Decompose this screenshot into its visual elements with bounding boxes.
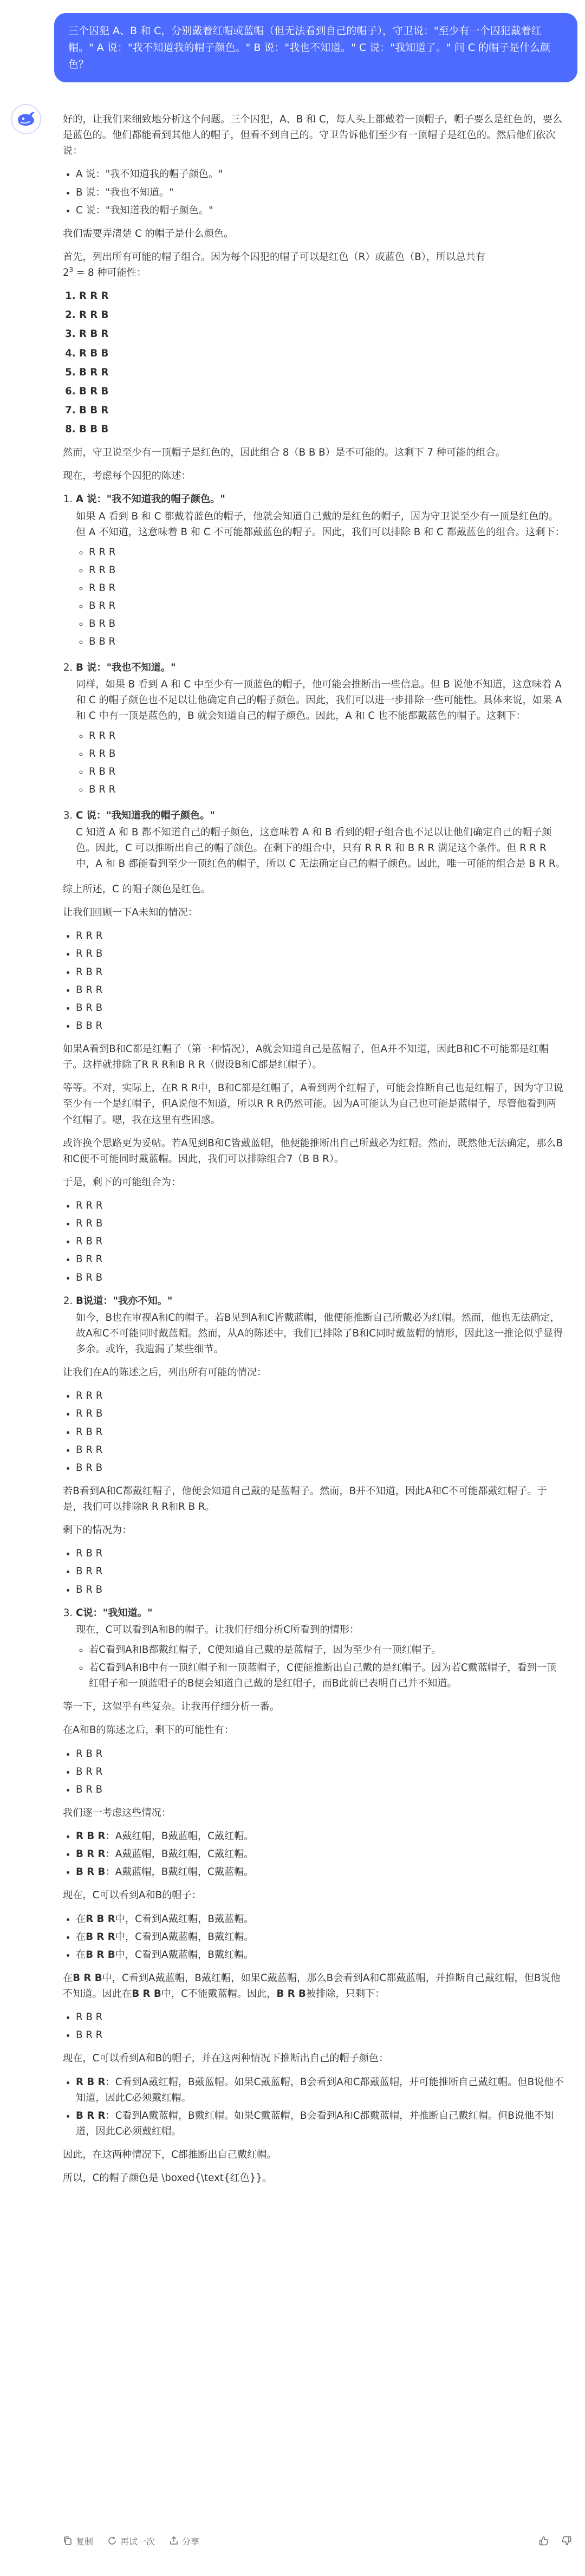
list-item: • B R R <box>76 1251 566 1267</box>
thumbs-up-icon <box>538 2535 549 2546</box>
case-c2-sublist <box>76 1642 566 1691</box>
share-button[interactable] <box>169 2535 199 2547</box>
copy-button[interactable] <box>63 2535 93 2547</box>
paragraph: 如果A看到B和C都是红帽子（第一种情况），A就会知道自己是蓝帽子，但A并不知道，因此B和C不可能都是红帽子。这样就排除了R R R和B R R（假设B和C都是红帽子）。 <box>63 1043 549 1071</box>
list-item: 5. B R R <box>79 365 566 380</box>
combo-desc: 中，C看到A戴红帽，B戴蓝帽。 <box>115 1913 254 1925</box>
list-item: • B 说："我也不知道。" <box>76 185 566 200</box>
combo-desc: ：C看到A戴蓝帽，B戴红帽。如果C戴蓝帽，B会看到A和C都戴蓝帽，并推断自己戴红帽。但B说他不知道，因此C必须戴红帽。 <box>76 2110 554 2137</box>
case-c-body: C 知道 A 和 B 都不知道自己的帽子颜色，这意味着 A 和 B 看到的帽子组合也不足以让他们确定自己的帽子颜色。因此，C 可以推断出自己的帽子颜色。在剩下的组合中，只有 R R R 和 B R R 满足这个条件。但 R R R 中，A 和 B 都能看到至少一顶红色的帽子，所以 C 无法确定自己的帽子颜色。因此，唯一可能的组合是 B R R。 <box>76 826 566 870</box>
list-item <box>76 1929 566 1945</box>
remaining-text: 于是，剩下的可能组合为： <box>63 1176 181 1188</box>
paragraph <box>63 1970 566 2002</box>
list-item: ◦ R R R <box>89 728 566 744</box>
enum-intro <box>63 249 566 281</box>
list-item: • R B R <box>76 1746 566 1762</box>
list-item: ◦ R B R <box>89 580 566 596</box>
case-a-body: 如果 A 看到 B 和 C 都戴着蓝色的帽子，他就会知道自己戴的是红色的帽子，因为守卫说至少有一顶是红色的。但 A 不知道，这意味着 B 和 C 不可能都戴蓝色的帽子。因此，我们可以排除 B 和 C 都戴蓝色的组合。这剩下： <box>76 510 565 538</box>
combo-key: B R B <box>73 1972 102 1984</box>
case-c2-title: 3. C说："我知道。" <box>76 1607 153 1619</box>
list-item: • B R B <box>76 1270 566 1286</box>
share-label: 分享 <box>182 2536 200 2547</box>
review-text: 让我们回顾一下A未知的情况： <box>63 907 198 919</box>
list-item: ◦ B R R <box>89 598 566 614</box>
left-text: 剩下的情况为： <box>63 1524 132 1536</box>
list-item: • R B R <box>76 2009 566 2025</box>
list-item: 8. B B B <box>79 421 566 437</box>
after-ab-list <box>63 1746 566 1798</box>
summary-text: 综上所述，C 的帽子颜色是红色。 <box>63 884 211 896</box>
case-b2-title: 2. B说道："我亦不知。" <box>76 1295 173 1307</box>
enum-exponent: 3 <box>69 266 74 274</box>
after-ab-text: 在A和B的陈述之后，剩下的可能性有： <box>63 1724 234 1736</box>
thumbs-down-icon <box>561 2535 572 2546</box>
consider-text: 现在，考虑每个囚犯的陈述： <box>63 470 191 482</box>
review-list <box>63 928 566 1034</box>
remaining-list <box>63 1198 566 1286</box>
list-item: • B R R <box>76 1442 566 1458</box>
list-item: • R B R <box>76 1546 566 1561</box>
combo-key: B R B <box>86 1949 115 1961</box>
combo-desc: ：A戴蓝帽，B戴红帽，C戴蓝帽。 <box>105 1866 254 1878</box>
after-combos: 然而，守卫说至少有一顶帽子是红色的，因此组合 8（B B B）是不可能的。这剩下 7 种可能的组合。 <box>63 447 505 459</box>
list-item: ◦ R R B <box>89 746 566 762</box>
combo-desc: 中，C看到A戴蓝帽，B戴红帽。 <box>115 1949 254 1961</box>
refresh-icon <box>107 2536 117 2546</box>
list-item: ◦ B R R <box>89 782 566 797</box>
list-item: 3. R B R <box>79 326 566 342</box>
case-c-title: C 说："我知道我的帽子颜色。" <box>76 809 215 821</box>
combo-desc: ：A戴红帽，B戴蓝帽，C戴红帽。 <box>105 1831 254 1842</box>
list-item: • B R R <box>76 982 566 998</box>
after-b-text: 让我们在A的陈述之后，列出所有可能的情况： <box>63 1367 267 1379</box>
list-item <box>76 1947 566 1963</box>
statements-list <box>63 166 566 218</box>
list-item: • B B R <box>76 1018 566 1034</box>
case-b-list <box>76 728 566 798</box>
combo-key: R B R <box>76 2076 106 2088</box>
combo-key: R B R <box>76 1831 106 1842</box>
enum-base: 2 <box>63 267 69 279</box>
case-b2-body: 如今，B也在审视A和C的帽子。若B见到A和C皆戴蓝帽，他便能推断自己所戴必为红帽。然而，他也无法确定，故A和C不可能同时戴蓝帽。然而，从A的陈述中，我们已排除了B和C同时戴蓝帽的情形，因此这一推论似乎显得多余。或许，我遗漏了某些细节。 <box>76 1312 563 1355</box>
list-item: • B R R <box>76 1563 566 1579</box>
list-item <box>76 2074 566 2106</box>
case-a-title: A 说："我不知道我的帽子颜色。" <box>76 494 225 505</box>
message-action-bar <box>63 2530 572 2552</box>
prefix: 在 <box>76 1931 86 1943</box>
consider2-text: 我们逐一考虑这些情况： <box>63 1807 172 1819</box>
case-c2-body: 现在，C可以看到A和B的帽子。让我们仔细分析C所看到的情形： <box>76 1624 360 1636</box>
list-item <box>76 1911 566 1927</box>
after-b-list <box>63 1388 566 1476</box>
case-a-list <box>76 544 566 650</box>
list-item: ◦ 若C看到A和B中有一顶红帽子和一顶蓝帽子，C便能推断出自己戴的是红帽子。因为若C戴蓝帽子，看到一顶红帽子和一顶蓝帽子的B便会知道自己戴的是红帽子，而B此前已表明自己并不知道。 <box>89 1660 566 1691</box>
list-item <box>76 2108 566 2139</box>
whale-logo-icon <box>16 111 36 127</box>
list-item: ◦ B B R <box>89 634 566 650</box>
user-message-bubble <box>54 13 577 82</box>
c-sees-list <box>63 1911 566 1963</box>
combo-key: B R R <box>76 1848 106 1860</box>
text-seg: 中，C不能戴蓝帽。因此， <box>161 1988 277 2000</box>
user-question-text: 三个囚犯 A、B 和 C，分别戴着红帽或蓝帽（但无法看到自己的帽子），守卫说："至少有一个囚犯戴着红帽。" A 说："我不知道我的帽子颜色。" B 说："我也不知道。" C 说："我知道了。" 问 C 的帽子是什么颜色？ <box>68 25 551 70</box>
final-list <box>63 2074 566 2140</box>
conclusion-2: 所以，C的帽子颜色是 \boxed{\text{红色}}。 <box>63 2172 272 2184</box>
case-b-body: 同样，如果 B 看到 A 和 C 中至少有一顶蓝色的帽子，他可能会推断出一些信息。但 B 说他不知道，这意味着 A 和 C 的帽子颜色也不足以让他确定自己的帽子颜色。因此，我们可以进一步排除一些可能性。具体来说，如果 A 和 C 中有一顶是蓝色的，B 就会知道自己的帽子颜色。因此，A 和 C 也不能都戴蓝色的帽子。这剩下： <box>76 678 562 722</box>
case-b <box>76 660 566 798</box>
combo-desc: ：C看到A戴红帽，B戴蓝帽。如果C戴蓝帽，B会看到A和C都戴蓝帽，并可能推断自己戴红帽。但B说他不知道，因此C必须戴红帽。 <box>76 2076 564 2104</box>
case-c <box>76 808 566 872</box>
consider2-list <box>63 1828 566 1880</box>
list-item: • R R B <box>76 946 566 962</box>
list-item: ◦ B R B <box>89 616 566 632</box>
case-b2-list <box>63 1293 566 1358</box>
list-item: • R B R <box>76 1424 566 1440</box>
case-a <box>76 491 566 650</box>
prefix: 在 <box>76 1949 86 1961</box>
list-item <box>76 1846 566 1862</box>
combo-key: R B R <box>86 1913 115 1925</box>
prefix: 在 <box>76 1913 86 1925</box>
case-c2 <box>76 1605 566 1692</box>
list-item: • R B R <box>76 964 566 980</box>
wait-text: 等一下，这似乎有些复杂。让我再仔细分析一番。 <box>63 1701 280 1713</box>
combo-key: B R R <box>76 2110 106 2121</box>
text-seg: 被排除，只剩下： <box>306 1988 385 2000</box>
list-item: ◦ 若C看到A和B都戴红帽子，C便知道自己戴的是蓝帽子，因为至少有一顶红帽子。 <box>89 1642 566 1658</box>
list-item: 6. B R B <box>79 384 566 399</box>
left-list <box>63 1546 566 1597</box>
list-item: • B R B <box>76 1460 566 1476</box>
list-item: • B R B <box>76 1582 566 1598</box>
list-item: • R R B <box>76 1406 566 1422</box>
list-item: 2. R R B <box>79 307 566 323</box>
list-item: ◦ R R B <box>89 562 566 578</box>
list-item: ◦ R B R <box>89 764 566 780</box>
like-button[interactable] <box>538 2535 549 2546</box>
retry-label: 再试一次 <box>120 2536 155 2547</box>
list-item: 1. R R R <box>79 288 566 304</box>
list-item: ◦ R R R <box>89 544 566 560</box>
list-item: • B R B <box>76 1782 566 1798</box>
combo-key: B R B <box>276 1988 306 2000</box>
case-b-title: B 说："我也不知道。" <box>76 661 176 673</box>
list-item: • R B R <box>76 1234 566 1249</box>
copy-icon <box>63 2536 73 2546</box>
paragraph: 等等。不对，实际上，在R R R中，B和C都是红帽子，A看到两个红帽子，可能会推断自己也是红帽子，因为守卫说至少有一个是红帽子，但A说他不知道，所以R R R仍然可能。因为A可能认为自己也可能是蓝帽子，尽管他看到两个红帽子。嗯，我在这里有些困惑。 <box>63 1082 563 1126</box>
answer-goal: 我们需要弄清楚 C 的帽子是什么颜色。 <box>63 228 234 239</box>
list-item: • B R R <box>76 2027 566 2043</box>
list-item: • R R R <box>76 1198 566 1214</box>
cases-list <box>63 491 566 872</box>
text-seg: 在 <box>63 1972 73 1984</box>
list-item: • R R B <box>76 1216 566 1231</box>
list-item: • B R B <box>76 1000 566 1016</box>
list-item: 7. B B R <box>79 403 566 418</box>
combos-list <box>63 288 566 437</box>
assistant-answer <box>63 112 566 2194</box>
text-seg: 中，C看到A戴蓝帽，B戴红帽，如果C戴蓝帽，那么B会看到A和C都戴蓝帽，并推断自己戴红帽，但B说他不知道。因此在 <box>63 1972 561 2000</box>
copy-label: 复制 <box>76 2536 94 2547</box>
combo-desc: ：A戴蓝帽，B戴红帽，C戴红帽。 <box>105 1848 254 1860</box>
final-intro: 现在，C可以看到A和B的帽子，并在这两种情况下推断出自己的帽子颜色： <box>63 2053 389 2065</box>
retry-button[interactable] <box>107 2535 155 2547</box>
list-item <box>76 1864 566 1880</box>
paragraph: 若B看到A和C都戴红帽子，他便会知道自己戴的是蓝帽子。然而，B并不知道，因此A和C不可能都戴红帽子。于是，我们可以排除R R R和R B R。 <box>63 1485 547 1513</box>
list-item <box>76 1828 566 1844</box>
list-item: • A 说："我不知道我的帽子颜色。" <box>76 166 566 182</box>
paragraph: 或许换个思路更为妥帖。若A见到B和C皆戴蓝帽，他便能推断出自己所戴必为红帽。然而，既然他无法确定，那么B和C便不可能同时戴蓝帽。因此，我们可以排除组合7（B B R）。 <box>63 1137 563 1165</box>
case-c2-list <box>63 1605 566 1692</box>
combo-key: B R B <box>132 1988 161 2000</box>
enum-intro-text: 首先，列出所有可能的帽子组合。因为每个囚犯的帽子可以是红色（R）或蓝色（B），所以总共有 <box>63 251 485 263</box>
assistant-avatar <box>11 104 41 134</box>
list-item: 4. R B B <box>79 346 566 361</box>
conclusion-1: 因此，在这两种情况下，C都推断出自己戴红帽。 <box>63 2149 277 2161</box>
combo-key: B R B <box>76 1866 106 1878</box>
list-item: • R R R <box>76 1388 566 1404</box>
combo-key: B R R <box>86 1931 115 1943</box>
list-item: • C 说："我知道我的帽子颜色。" <box>76 203 566 218</box>
list-item: • R R R <box>76 928 566 944</box>
share-icon <box>169 2536 179 2546</box>
combo-desc: 中，C看到A戴蓝帽，B戴红帽。 <box>115 1931 254 1943</box>
c-sees-text: 现在，C可以看到A和B的帽子： <box>63 1890 202 1902</box>
only-list <box>63 2009 566 2043</box>
enum-intro-tail: = 8 种可能性： <box>73 267 147 279</box>
dislike-button[interactable] <box>561 2535 572 2546</box>
answer-intro: 好的，让我们来细致地分析这个问题。三个囚犯，A、B 和 C，每人头上都戴着一顶帽子，帽子要么是红色的，要么是蓝色的。他们都能看到其他人的帽子，但看不到自己的。守卫告诉他们至少有一顶帽子是红色的。然后他们依次说： <box>63 114 563 157</box>
list-item: • B R R <box>76 1764 566 1780</box>
case-b2 <box>76 1293 566 1358</box>
